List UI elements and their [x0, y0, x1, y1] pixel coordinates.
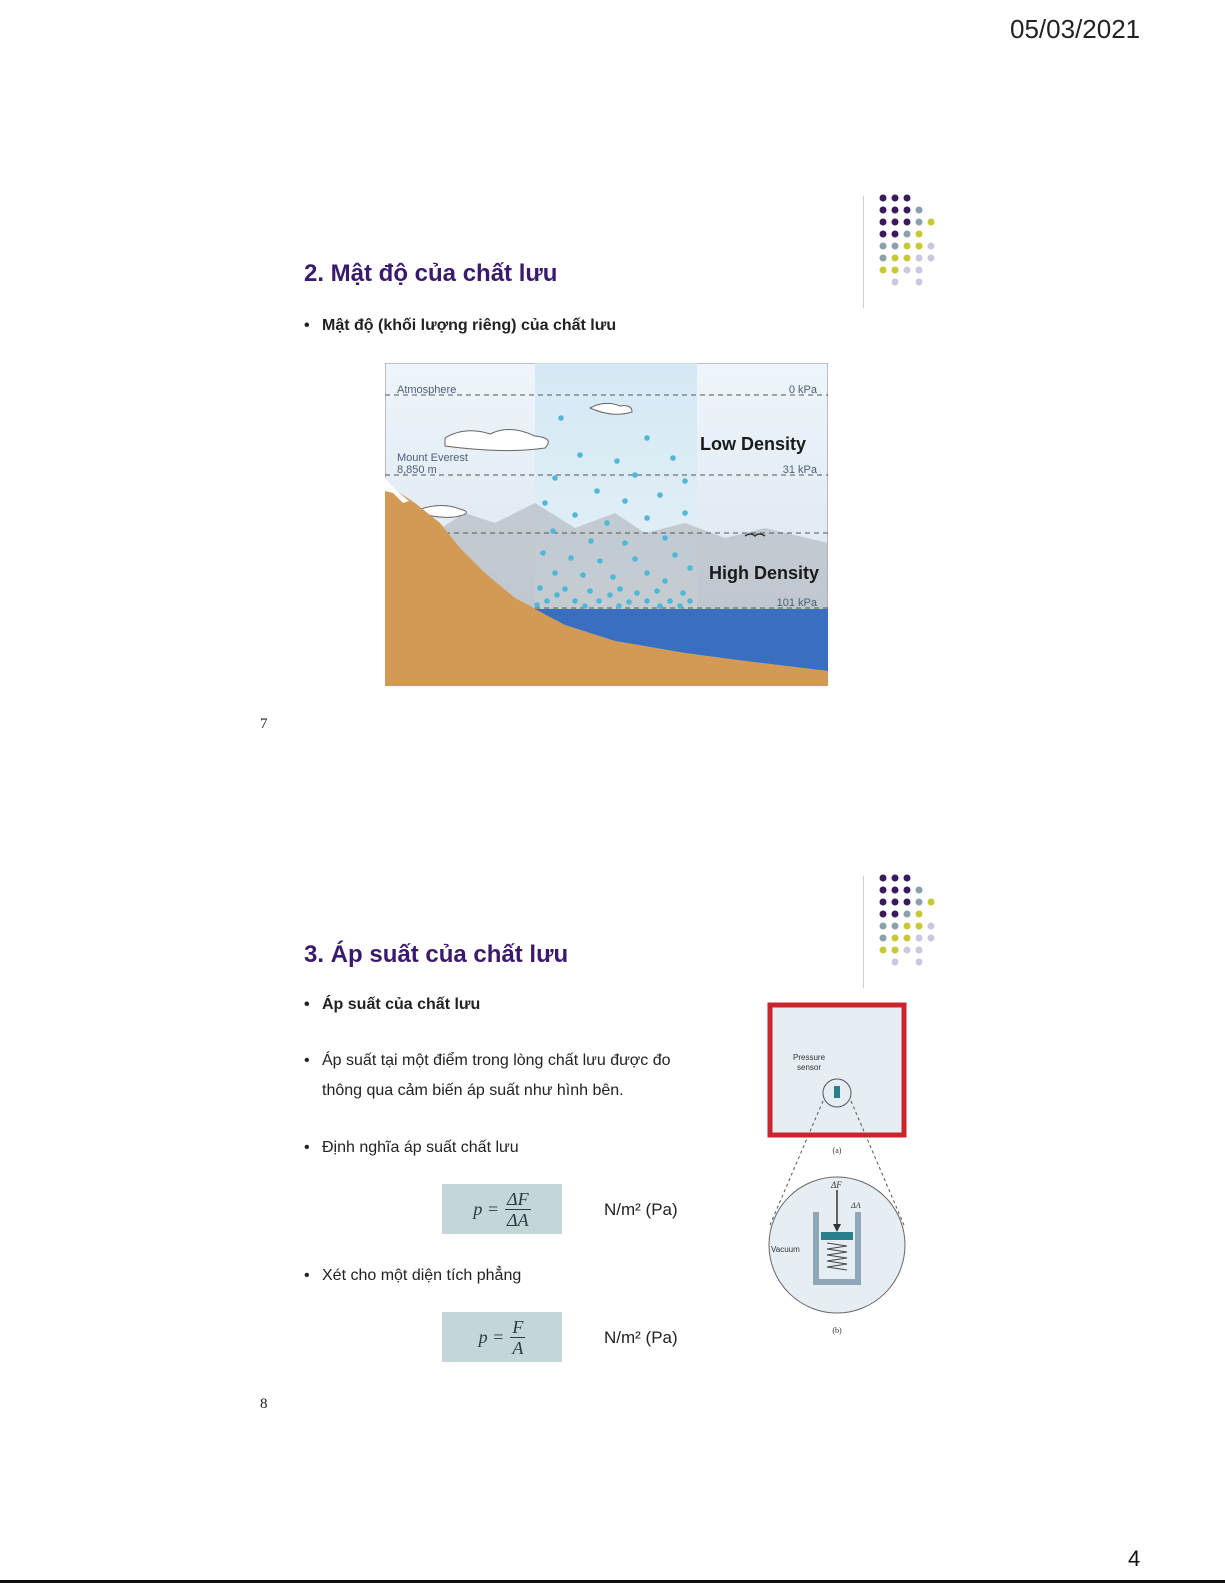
- label-vacuum: Vacuum: [771, 1245, 800, 1254]
- label-atmosphere: Atmosphere: [397, 384, 457, 396]
- slide7-bullet-text: Mật độ (khối lượng riêng) của chất lưu: [322, 317, 617, 334]
- slide8-bullet-2-line1: Áp suất tại một điểm trong lòng chất lưu được đo: [322, 1052, 671, 1069]
- formula1-numerator: ΔF: [507, 1188, 529, 1209]
- slide8-divider: [863, 876, 864, 988]
- formula2-numerator: F: [512, 1316, 524, 1337]
- slide8-bullet-2-line2: thông qua cảm biến áp suất như hình bên.: [322, 1082, 624, 1099]
- piston-icon: [821, 1232, 853, 1240]
- bullet-marker: •: [304, 1052, 310, 1069]
- slide8-bullet-4-text: Xét cho một diện tích phẳng: [322, 1267, 522, 1284]
- pressure-sensor-figure: [765, 1000, 910, 1345]
- formula1-lhs: p =: [473, 1198, 500, 1219]
- label-high-density: High Density: [709, 563, 820, 583]
- label-101kpa: 101 kPa: [776, 597, 817, 609]
- slide7-title: 2. Mật độ của chất lưu: [304, 260, 558, 287]
- bullet-marker: •: [304, 1139, 310, 1156]
- label-pressure: Pressure: [793, 1053, 826, 1062]
- header-date: 05/03/2021: [1010, 14, 1141, 44]
- label-delta-a: ΔA: [851, 1201, 861, 1210]
- caption-b: (b): [832, 1326, 842, 1335]
- fluid-container: [770, 1005, 904, 1135]
- slide8-dot-decoration: [872, 870, 952, 980]
- slide8-title: 3. Áp suất của chất lưu: [304, 941, 569, 968]
- bullet-marker: •: [304, 317, 310, 334]
- formula2-denominator: A: [512, 1337, 524, 1358]
- label-0kpa: 0 kPa: [788, 384, 817, 396]
- slide8-bullet-1-text: Áp suất của chất lưu: [322, 996, 481, 1013]
- formula2-lhs: p =: [478, 1326, 505, 1347]
- page-number: 4: [1128, 1546, 1141, 1571]
- slide8-bullet-3-text: Định nghĩa áp suất chất lưu: [322, 1139, 519, 1156]
- slide8-bullet-4: [304, 1261, 521, 1291]
- formula-pressure-differential: [442, 1184, 562, 1234]
- caption-a: (a): [832, 1146, 842, 1155]
- slide7-bullet: [304, 311, 616, 341]
- bottom-rule: [0, 1580, 1225, 1583]
- label-everest-height: 8,850 m: [397, 464, 437, 476]
- slide7-divider: [863, 196, 864, 308]
- slide8-bullet-3: [304, 1133, 519, 1163]
- formula2-unit: N/m² (Pa): [604, 1328, 678, 1347]
- formula1-denominator: ΔA: [507, 1209, 529, 1230]
- bullet-marker: •: [304, 996, 310, 1013]
- label-sensor: sensor: [797, 1063, 822, 1072]
- slide7-number: 7: [260, 716, 268, 732]
- bullet-marker: •: [304, 1267, 310, 1284]
- formula1-unit: N/m² (Pa): [604, 1200, 678, 1219]
- label-31kpa: 31 kPa: [782, 464, 817, 476]
- slide7-dot-decoration: [872, 190, 952, 300]
- label-everest: Mount Everest: [397, 452, 468, 464]
- atmosphere-density-figure: [385, 363, 828, 686]
- slide8-bullet-1: [304, 990, 480, 1020]
- sensor-icon: [834, 1086, 840, 1098]
- slide8-bullet-2: [304, 1046, 671, 1106]
- formula-pressure-flat: [442, 1312, 562, 1362]
- label-delta-f: ΔF: [831, 1180, 842, 1190]
- label-low-density: Low Density: [700, 434, 807, 454]
- slide8-number: 8: [260, 1396, 268, 1412]
